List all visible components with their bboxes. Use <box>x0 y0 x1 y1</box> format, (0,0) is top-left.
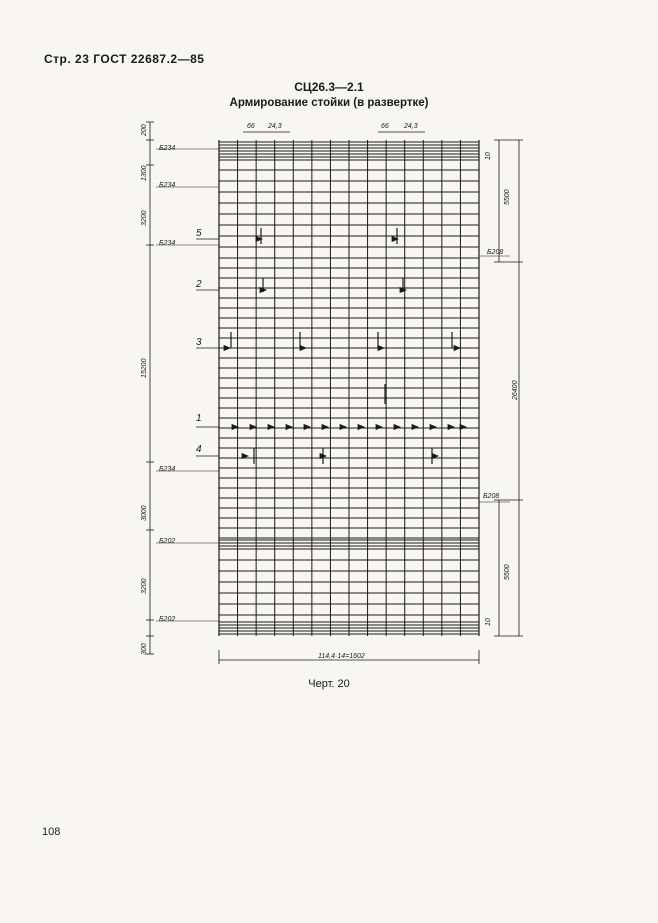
right-label-b208-2: Б208 <box>483 493 500 500</box>
marker1-arrow <box>412 425 418 430</box>
top-dim-66-left: 66 <box>247 123 255 130</box>
marker3-arrow <box>300 346 306 351</box>
right-dim-10-top: 10 <box>485 152 492 160</box>
marker-1: 1 <box>196 413 202 424</box>
right-dim-5500-bottom: 5500 <box>504 564 511 580</box>
right-label-b208-1: Б208 <box>487 249 504 256</box>
bottom-dim: 114,4·14=1602 <box>318 653 365 660</box>
marker1-arrow <box>250 425 256 430</box>
left-dim-15200: 15200 <box>141 358 148 378</box>
marker3-arrow <box>378 346 384 351</box>
right-dim-total: 26400 <box>512 380 519 400</box>
marker1-arrow <box>358 425 364 430</box>
page-number: 108 <box>42 826 61 838</box>
marker1-arrow <box>376 425 382 430</box>
marker-5: 5 <box>196 228 202 239</box>
top-dim-243-left: 24,3 <box>268 123 282 130</box>
mesh-grid <box>219 140 479 636</box>
drawing-code: СЦ26.3—2.1 <box>294 80 364 94</box>
marker1-arrow <box>322 425 328 430</box>
left-label-b234-3: Б234 <box>159 240 176 247</box>
left-label-b202-2: Б202 <box>159 616 176 623</box>
figure-caption: Черт. 20 <box>308 678 350 690</box>
marker1-arrow <box>430 425 436 430</box>
marker1-arrow <box>340 425 346 430</box>
left-label-b202-1: Б202 <box>159 538 176 545</box>
marker1-arrow <box>394 425 400 430</box>
left-dim-300: 300 <box>141 643 148 655</box>
right-dim-5500-top: 5500 <box>504 189 511 205</box>
marker1-arrow <box>304 425 310 430</box>
left-dim-3200: 3200 <box>141 210 148 226</box>
left-dim-3000: 3000 <box>141 505 148 521</box>
top-dim-243-right: 24,3 <box>404 123 418 130</box>
page-header: Стр. 23 ГОСТ 22687.2—85 <box>44 52 205 66</box>
marker-4: 4 <box>196 444 202 455</box>
marker3-arrow <box>454 346 460 351</box>
left-dim-1300: 1300 <box>141 165 148 181</box>
marker-3: 3 <box>196 337 202 348</box>
right-dim-10-bottom: 10 <box>485 618 492 626</box>
marker3-arrow <box>224 346 230 351</box>
marker1-arrow <box>460 425 466 430</box>
marker-2: 2 <box>196 279 202 290</box>
top-dim-66-right: 66 <box>381 123 389 130</box>
left-label-b234-4: Б234 <box>159 466 176 473</box>
marker1-arrow <box>448 425 454 430</box>
marker1-arrow <box>268 425 274 430</box>
marker1-arrow <box>286 425 292 430</box>
drawing-subtitle: Армирование стойки (в развертке) <box>229 97 429 109</box>
left-label-b234-2: Б234 <box>159 182 176 189</box>
left-dim-3200-bottom: 3200 <box>141 578 148 594</box>
left-label-b234-1: Б234 <box>159 145 176 152</box>
left-dim-200: 200 <box>141 124 148 136</box>
